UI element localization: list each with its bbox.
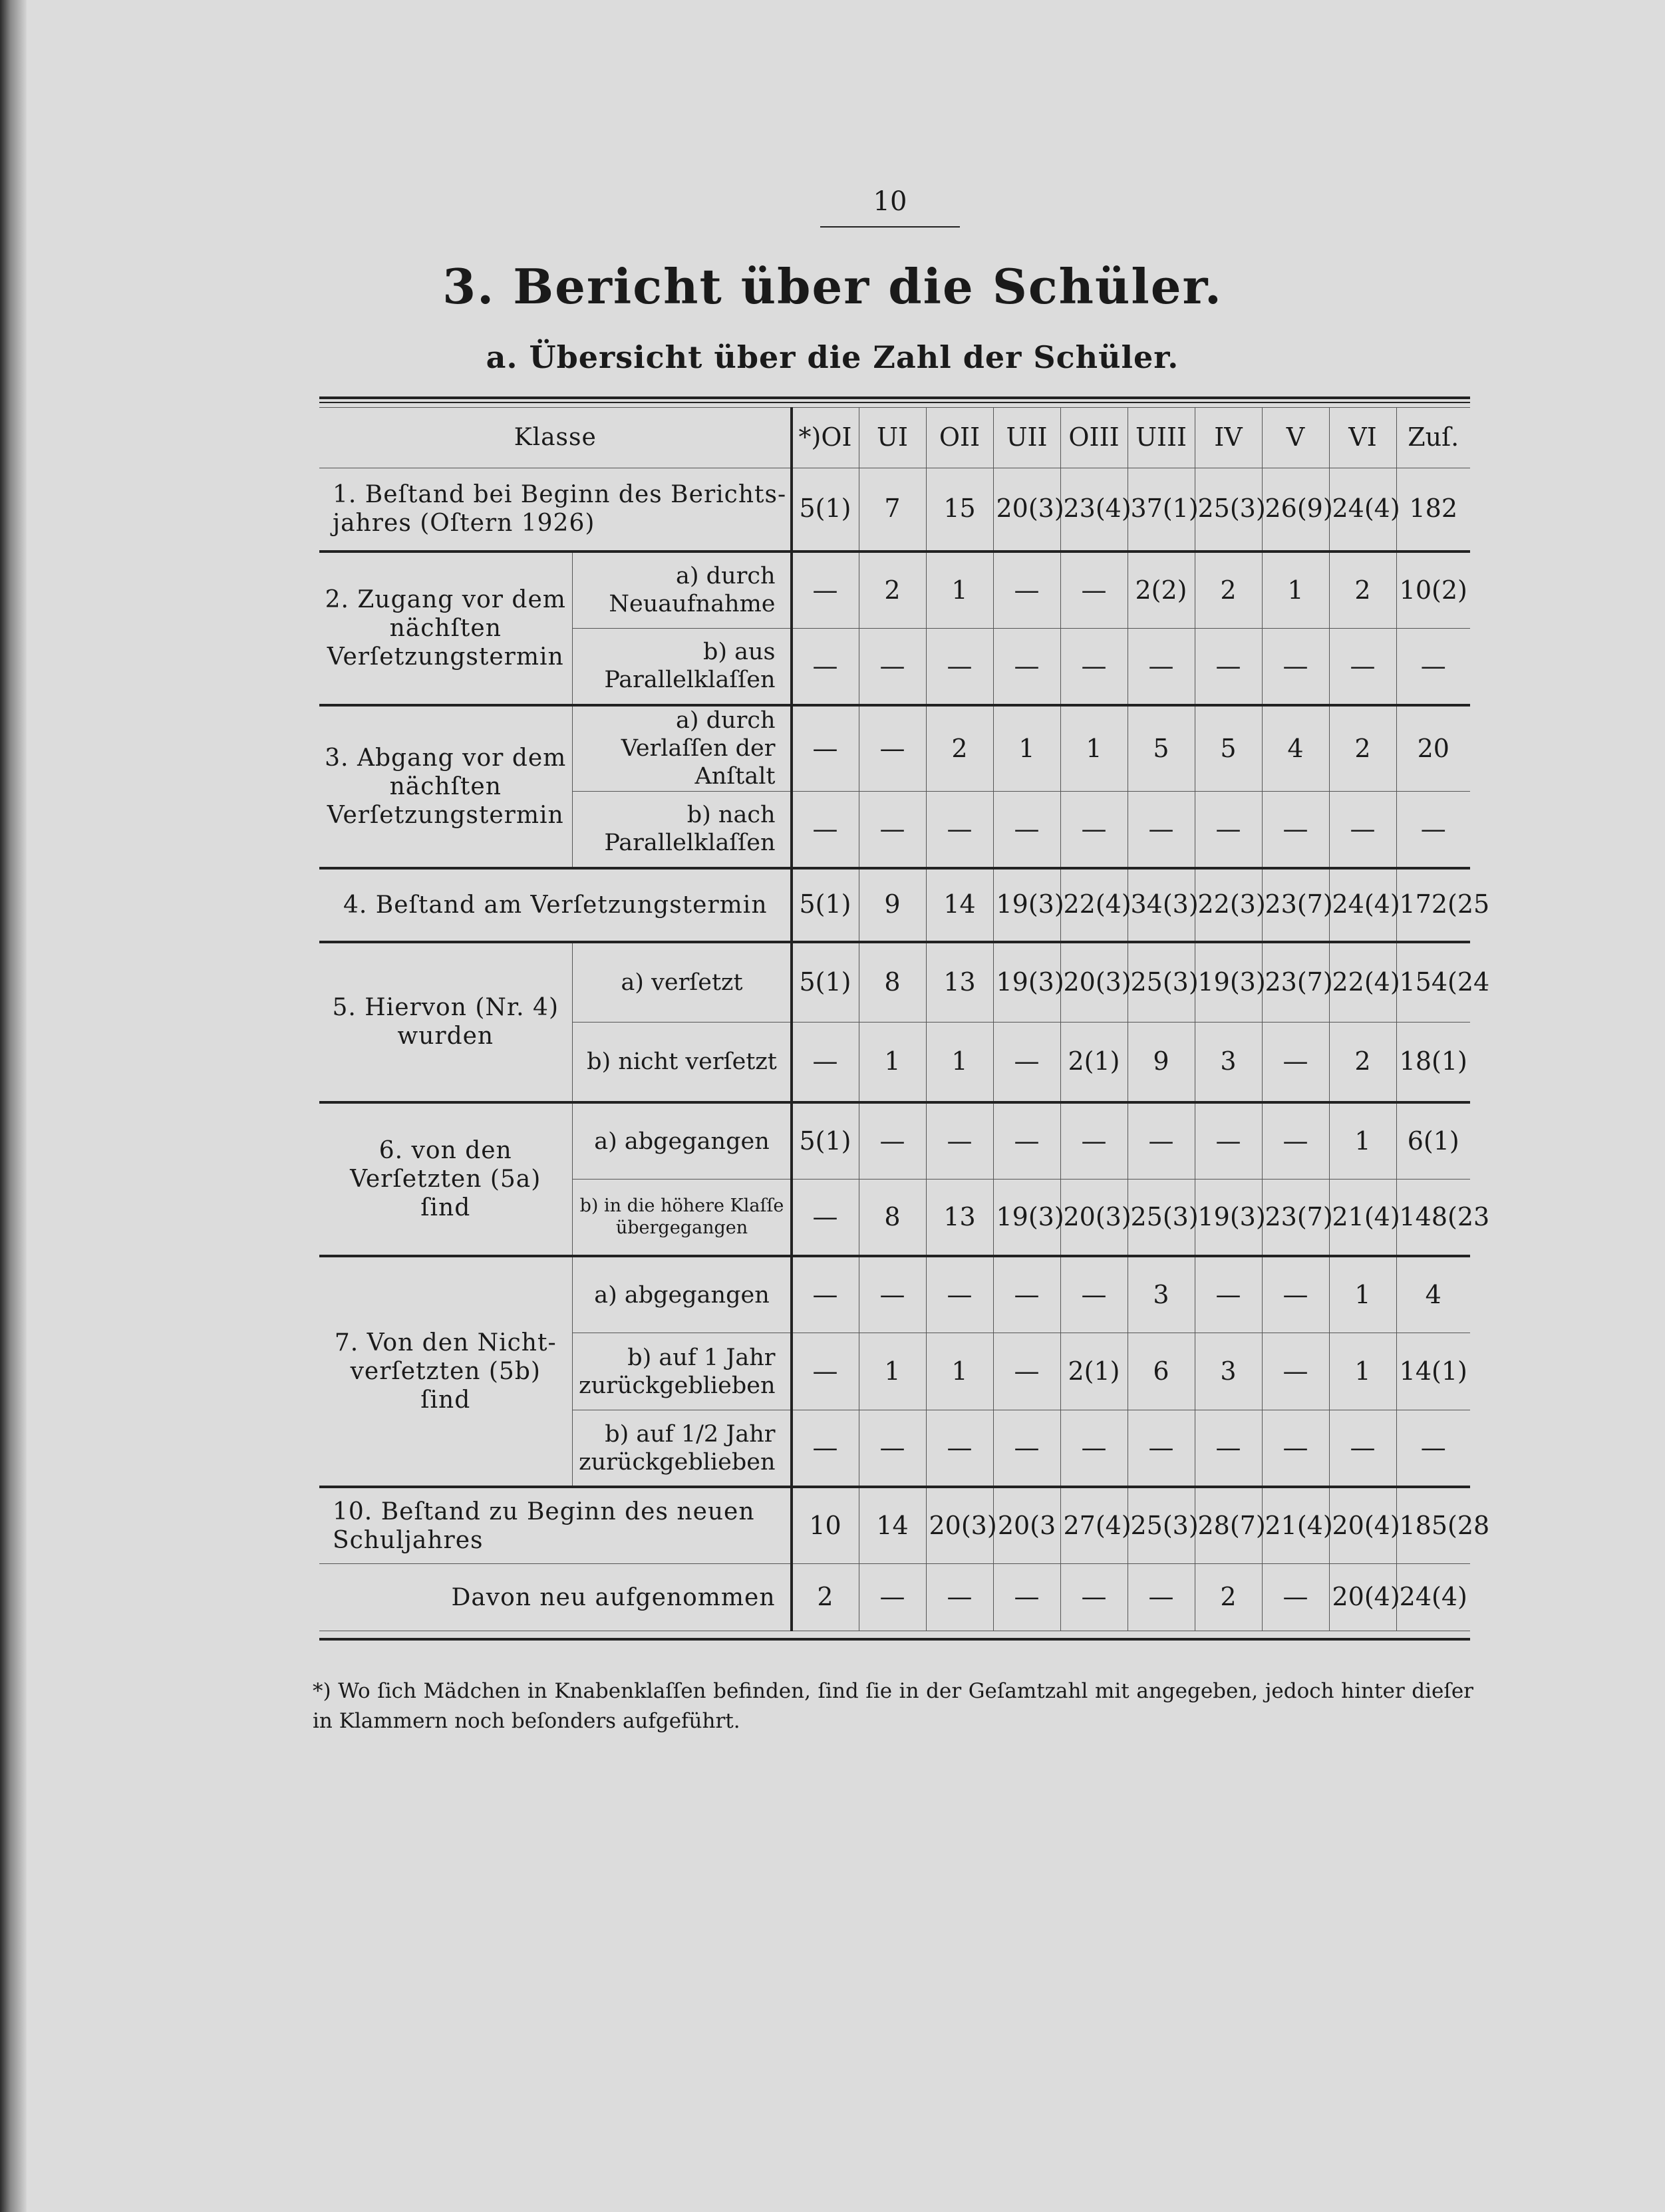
row-sublabel: a) verſetzt [572,942,792,1023]
page-title: 3. Bericht über die Schüler. [442,258,1223,315]
col-header: UII [993,408,1060,468]
table-cell: — [792,552,859,629]
table-cell: 25(3) [1128,942,1195,1023]
table-cell: 19(3) [1195,1180,1262,1257]
table-cell: — [993,791,1060,868]
table-cell: 20(4) [1329,1564,1396,1631]
table-row [319,1102,1470,1180]
col-header: UIII [1128,408,1195,468]
table-top-rule [319,396,1470,399]
table-cell: — [859,1564,926,1631]
table-cell: 23(7) [1262,868,1329,942]
table-cell: — [1060,552,1128,629]
table-cell: — [792,1022,859,1102]
table-cell: 1 [859,1333,926,1410]
table-cell: — [1128,628,1195,705]
table-cell: 5 [1128,705,1195,791]
table-cell: — [1128,1410,1195,1488]
table-cell: 20(3) [926,1487,993,1564]
table-cell: 14(1) [1396,1333,1470,1410]
table-cell: — [1262,628,1329,705]
table-cell: 148(23 [1396,1180,1470,1257]
table-cell: 21(4) [1329,1180,1396,1257]
table-cell: — [926,1410,993,1488]
table-cell: 5 [1195,705,1262,791]
row-label: 10. Beſtand zu Beginn des neuen Schuljahres [319,1487,792,1564]
table-cell: 26(9) [1262,468,1329,552]
table-cell: — [1262,1256,1329,1333]
table-cell: 2 [1329,705,1396,791]
table-cell: 1 [926,1333,993,1410]
table-cell: — [1060,1256,1128,1333]
table-cell: 27(4) [1060,1487,1128,1564]
table-cell: — [926,1102,993,1180]
table-cell: 37(1) [1128,468,1195,552]
table-cell: — [792,705,859,791]
table-cell: 6 [1128,1333,1195,1410]
row-label: 1. Beſtand bei Beginn des Berichts-jahres (Oſtern 1926) [319,468,792,552]
student-statistics-table [319,407,1490,1631]
table-cell: 10(2) [1396,552,1470,629]
table-cell: 185(28 [1396,1487,1470,1564]
table-cell: 19(3) [993,942,1060,1023]
table-cell: 34(3) [1128,868,1195,942]
table-cell: 1 [926,552,993,629]
col-header: Zuſ. [1396,408,1470,468]
table-cell: 2 [926,705,993,791]
row-sublabel: a) durch Verlaſſen der Anſtalt [572,705,792,791]
table-cell: — [792,791,859,868]
row-label: 3. Abgang vor dem nächſten Verſetzungstermin [319,705,572,868]
table-cell: 19(3) [993,1180,1060,1257]
table-cell: — [993,1410,1060,1488]
table-cell: 20(3) [993,468,1060,552]
table-cell: — [1128,1102,1195,1180]
table-cell: — [993,1022,1060,1102]
table-cell: — [859,1410,926,1488]
header-klasse: Klasse [319,408,792,468]
table-cell: — [1195,1256,1262,1333]
table-cell: 2 [1195,1564,1262,1631]
table-cell: 22(3) [1195,868,1262,942]
scan-edge-shadow [0,0,27,2212]
col-header: VI [1329,408,1396,468]
table-cell: 1 [1060,705,1128,791]
table-cell: 5(1) [792,868,859,942]
table-cell: 25(3) [1128,1487,1195,1564]
table-cell: — [1262,1410,1329,1488]
table-cell: 21(4) [1262,1487,1329,1564]
table-cell: — [792,1256,859,1333]
row-label: 7. Von den Nicht-verſetzten (5b) ſind [319,1256,572,1487]
table-cell: 9 [859,868,926,942]
table-cell: — [993,1333,1060,1410]
table-cell: 20(3) [1060,1180,1128,1257]
table-row [319,552,1470,629]
table-header-row [319,408,1470,468]
table-divider-line [790,407,793,1631]
table-row [319,468,1470,552]
table-cell: 22(4) [1329,942,1396,1023]
table-cell: — [1329,1410,1396,1488]
col-header: V [1262,408,1329,468]
table-cell: 13 [926,1180,993,1257]
row-sublabel: b) aus Parallelklaſſen [572,628,792,705]
table-cell: — [993,1564,1060,1631]
row-sublabel: b) nach Parallelklaſſen [572,791,792,868]
table-cell: 4 [1396,1256,1470,1333]
table-cell: 154(24 [1396,942,1470,1023]
table-cell: 24(4) [1396,1564,1470,1631]
table-cell: — [1396,791,1470,868]
table-cell: 2(1) [1060,1022,1128,1102]
table-cell: 18(1) [1396,1022,1470,1102]
table-cell: 1 [926,1022,993,1102]
table-cell: — [1128,1564,1195,1631]
table-cell: — [926,1256,993,1333]
table-cell: 5(1) [792,1102,859,1180]
table-cell: 8 [859,1180,926,1257]
table-cell: — [792,628,859,705]
table-cell: — [993,628,1060,705]
table-cell: — [993,1102,1060,1180]
row-label: 2. Zugang vor dem nächſten Verſetzungstermin [319,552,572,705]
row-label: 6. von den Verſetzten (5a) ſind [319,1102,572,1256]
table-cell: — [1262,791,1329,868]
table-cell: 2(2) [1128,552,1195,629]
table-cell: — [993,1256,1060,1333]
table-cell: — [1329,628,1396,705]
table-cell: 20 [1396,705,1470,791]
table-cell: 1 [1262,552,1329,629]
table-cell: 1 [1329,1333,1396,1410]
table-bottom-rule [319,1638,1470,1641]
table-cell: 9 [1128,1022,1195,1102]
table-cell: 5(1) [792,468,859,552]
table-row [319,1564,1470,1631]
table-cell: 22(4) [1060,868,1128,942]
table-cell: 19(3) [993,868,1060,942]
table-cell: — [859,628,926,705]
table-cell: — [1329,791,1396,868]
table-cell: 2 [859,552,926,629]
table-cell: 8 [859,942,926,1023]
table-cell: 10 [792,1487,859,1564]
table-cell: — [1128,791,1195,868]
table-cell: — [926,628,993,705]
table-top-rule-thin [319,402,1470,403]
row-sublabel: b) auf 1 Jahr zurückgeblieben [572,1333,792,1410]
table-cell: 5(1) [792,942,859,1023]
col-header: UI [859,408,926,468]
table-cell: 25(3) [1195,468,1262,552]
table-cell: — [926,791,993,868]
page-number: 10 [820,186,960,228]
table-cell: 20(3) [1060,942,1128,1023]
table-cell: 23(4) [1060,468,1128,552]
table-cell: — [1195,791,1262,868]
table-cell: 25(3) [1128,1180,1195,1257]
table-cell: 4 [1262,705,1329,791]
table-cell: — [859,791,926,868]
table-cell: — [1262,1102,1329,1180]
table-cell: 3 [1128,1256,1195,1333]
table-cell: 28(7) [1195,1487,1262,1564]
table-cell: 1 [993,705,1060,791]
row-label: 4. Beſtand am Verſetzungstermin [319,868,792,942]
col-header: OII [926,408,993,468]
table-cell: 20(3 [993,1487,1060,1564]
table-cell: — [1262,1333,1329,1410]
table-cell: — [993,552,1060,629]
table-row [319,1487,1470,1564]
table-cell: 19(3) [1195,942,1262,1023]
footnote: *) Wo ſich Mädchen in Knabenklaſſen befinden, ſind ſie in der Geſamtzahl mit angegeben, jedoch hinter dieſer in Klammern noch beſonders aufgeführt. [313,1679,1473,1733]
table-cell: — [1195,1102,1262,1180]
row-sublabel: a) abgegangen [572,1102,792,1180]
table-cell: 2 [792,1564,859,1631]
table-cell: 182 [1396,468,1470,552]
table-cell: 2 [1329,552,1396,629]
section-subtitle: a. Übersicht über die Zahl der Schüler. [486,339,1179,375]
table-cell: 15 [926,468,993,552]
table-cell: 2 [1329,1022,1396,1102]
row-sublabel: a) durch Neuaufnahme [572,552,792,629]
row-sublabel: b) nicht verſetzt [572,1022,792,1102]
table-row [319,942,1470,1023]
table-cell: 24(4) [1329,468,1396,552]
col-header: *)OI [792,408,859,468]
table-cell: — [1060,1564,1128,1631]
table-cell: 1 [1329,1102,1396,1180]
row-label: Davon neu aufgenommen [319,1564,792,1631]
table-row [319,868,1470,942]
table-cell: 7 [859,468,926,552]
col-header: IV [1195,408,1262,468]
table-cell: 20(4) [1329,1487,1396,1564]
table-row [319,705,1470,791]
table-cell: — [859,1256,926,1333]
table-cell: 14 [926,868,993,942]
table-cell: — [1195,628,1262,705]
table-cell: — [926,1564,993,1631]
row-sublabel: b) auf 1/2 Jahr zurückgeblieben [572,1410,792,1488]
row-sublabel: a) abgegangen [572,1256,792,1333]
table-cell: 2 [1195,552,1262,629]
table-cell: — [1396,628,1470,705]
table-cell: — [792,1180,859,1257]
table-cell: 23(7) [1262,1180,1329,1257]
table-cell: 2(1) [1060,1333,1128,1410]
table-cell: 24(4) [1329,868,1396,942]
table-cell: 23(7) [1262,942,1329,1023]
table-cell: 6(1) [1396,1102,1470,1180]
table-cell: — [1262,1022,1329,1102]
table-cell: 14 [859,1487,926,1564]
row-label: 5. Hiervon (Nr. 4) wurden [319,942,572,1102]
table-cell: — [859,1102,926,1180]
table-cell: — [1060,1410,1128,1488]
table-cell: — [1060,791,1128,868]
table-cell: — [1060,628,1128,705]
table-row [319,1256,1470,1333]
row-sublabel: b) in die höhere Klaſſe übergegangen [572,1180,792,1257]
table-cell: — [1396,1410,1470,1488]
table-cell: 172(25 [1396,868,1470,942]
table-cell: — [859,705,926,791]
table-cell: 1 [1329,1256,1396,1333]
table-cell: 3 [1195,1022,1262,1102]
table-cell: — [792,1333,859,1410]
table-cell: — [1060,1102,1128,1180]
table-cell: — [792,1410,859,1488]
table-cell: 3 [1195,1333,1262,1410]
table-cell: — [1262,1564,1329,1631]
table-cell: 1 [859,1022,926,1102]
table-cell: — [1195,1410,1262,1488]
col-header: OIII [1060,408,1128,468]
table-cell: 13 [926,942,993,1023]
